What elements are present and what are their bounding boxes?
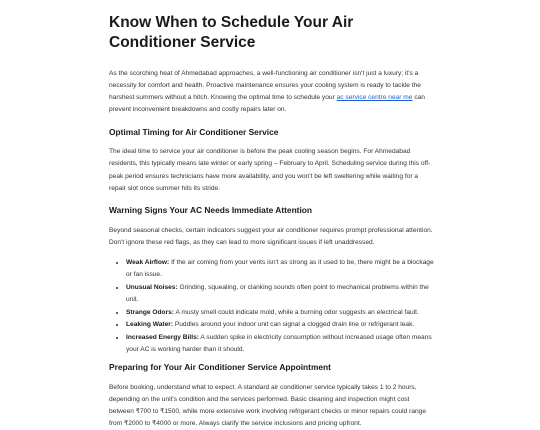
section-heading-warning-signs: Warning Signs Your AC Needs Immediate Attention (109, 204, 313, 215)
list-item (126, 257, 434, 281)
list-item-text: If the air coming from your vents isn't as strong as it used to be, there might be a blockage or fan issue. (126, 258, 434, 278)
section-heading-preparing: Preparing for Your Air Conditioner Service Appointment (109, 362, 331, 373)
list-item (126, 307, 434, 319)
preparing-paragraph: Before booking, understand what to expect. A standard air conditioner service typically takes 1 to 2 hours, depending on the unit's condition and the services performed. Basic cleaning and inspection might cost between ₹700 to ₹1500, while more extensive work involving refrigerant checks or minor repairs could range from ₹2000 to ₹4000 or more. Always clarify the service inclusions and pricing upfront. (109, 384, 426, 428)
intro-text-before-link: As the scorching heat of Ahmedabad approaches, a well-functioning air conditioner isn't just a luxury; it's a necessity for comfort and health. Proactive maintenance ensures your cooling system is ready to tackle the harshest summers without a hitch. Knowing the optimal time to schedule your (109, 70, 421, 102)
list-item-term: Strange Odors: (126, 308, 174, 316)
list-item-term: Increased Energy Bills: (126, 334, 199, 342)
list-item-text: Puddles around your indoor unit can signal a clogged drain line or refrigerant leak. (173, 321, 415, 329)
section-heading-optimal-timing: Optimal Timing for Air Conditioner Service (109, 127, 279, 138)
list-item (126, 282, 434, 306)
list-item-text: Grinding, squealing, or clanking sounds often point to mechanical problems within the unit. (126, 283, 429, 303)
optimal-timing-paragraph: The ideal time to service your air conditioner is before the peak cooling season begins. For Ahmedabad residents, this typically means late winter or early spring – February to April. Scheduling service during this off-peak period ensures technicians have more availability, and you won't be left sweltering while waiting for a repair slot once summer hits its stride. (109, 148, 431, 192)
list-item-term: Leaking Water: (126, 321, 174, 329)
list-item (126, 319, 434, 331)
list-item-term: Weak Airflow: (126, 258, 170, 266)
list-item-text: A sudden spike in electricity consumption without increased usage often means your AC is working harder than it should. (126, 334, 432, 354)
intro-text-after-link: can prevent inconvenient breakdowns and costly repairs later on. (109, 94, 425, 114)
warning-signs-paragraph: Beyond seasonal checks, certain indicators suggest your air conditioner requires prompt professional attention. Don't ignore these red flags, as they can lead to more significant issues if left unaddressed. (109, 226, 433, 246)
ac-service-centre-link[interactable]: ac service centre near me (336, 94, 413, 102)
warning-signs-list (109, 257, 434, 356)
list-item (126, 332, 434, 356)
page-title: Know When to Schedule Your Air Conditioner Service (109, 14, 354, 51)
list-item-text: A musty smell could indicate mold, while a burning odor suggests an electrical fault. (174, 308, 419, 316)
intro-paragraph (109, 68, 434, 116)
article (109, 0, 434, 430)
list-item-term: Unusual Noises: (126, 283, 178, 291)
